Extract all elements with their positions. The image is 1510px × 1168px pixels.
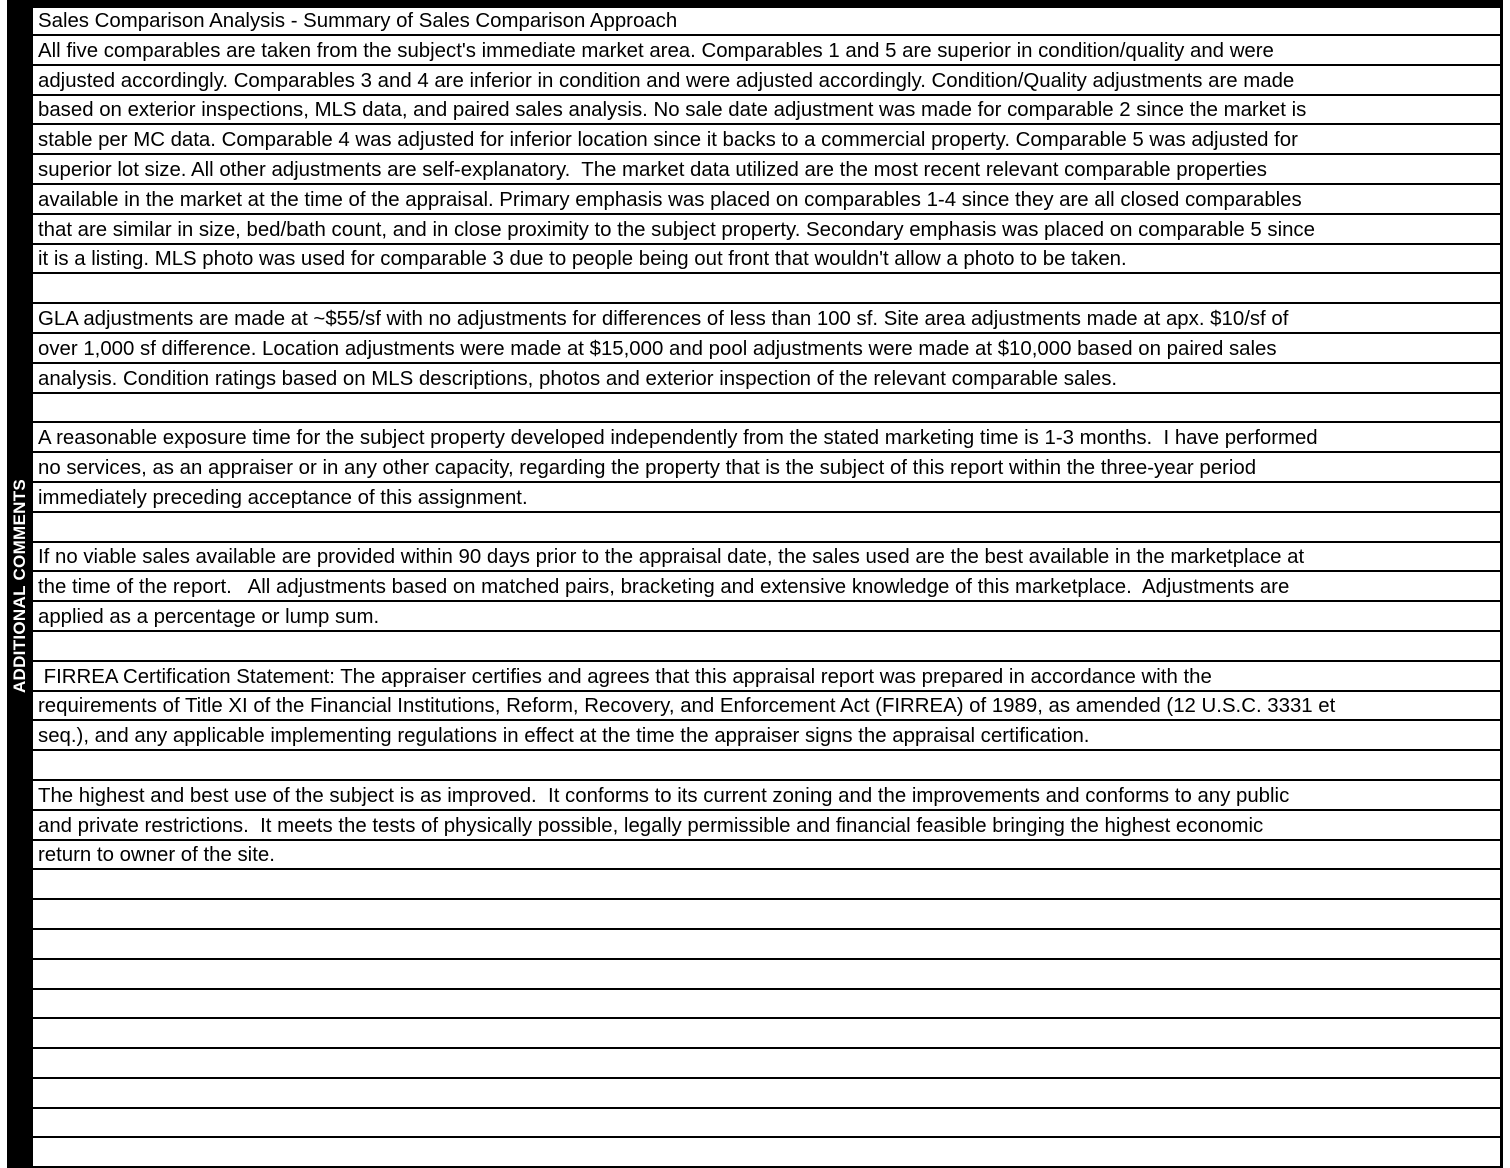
- comment-line[interactable]: [33, 900, 1500, 930]
- comment-line-text: adjusted accordingly. Comparables 3 and 4 are inferior in condition and were adjusted accordingly. Condition/Quality adjustments are made: [38, 69, 1295, 92]
- section-title: ADDITIONAL COMMENTS: [10, 478, 29, 694]
- comment-line-text: applied as a percentage or lump sum.: [38, 605, 380, 628]
- comment-line-text: available in the market at the time of the appraisal. Primary emphasis was placed on comparables 1-4 since they are all closed comparables: [38, 188, 1302, 211]
- comment-line-text: the time of the report. All adjustments based on matched pairs, bracketing and extensive knowledge of this marketplace. Adjustments are: [38, 576, 1290, 599]
- comment-line[interactable]: [33, 960, 1500, 990]
- comment-line[interactable]: [33, 513, 1500, 543]
- comment-line-text: return to owner of the site.: [38, 844, 275, 867]
- comment-line-text: and private restrictions. It meets the tests of physically possible, legally permissible and financial feasible bringing the highest economic: [38, 814, 1264, 837]
- comment-line[interactable]: [33, 751, 1500, 781]
- comment-line-text: superior lot size. All other adjustments are self-explanatory. The market data utilized are the most recent relevant comparable properties: [38, 158, 1267, 181]
- comment-line[interactable]: [33, 721, 1500, 751]
- comment-line[interactable]: [33, 364, 1500, 394]
- comment-line[interactable]: [33, 304, 1500, 334]
- comment-line-text: FIRREA Certification Statement: The appraiser certifies and agrees that this appraisal report was prepared in accordance with the: [38, 665, 1212, 688]
- comment-line-text: based on exterior inspections, MLS data, and paired sales analysis. No sale date adjustment was made for comparable 2 since the market is: [38, 99, 1307, 122]
- comment-line-text: analysis. Condition ratings based on MLS descriptions, photos and exterior inspection of the relevant comparable sales.: [38, 367, 1118, 390]
- comment-line[interactable]: [33, 1019, 1500, 1049]
- comment-line-text: If no viable sales available are provided within 90 days prior to the appraisal date, the sales used are the best available in the marketplace at: [38, 546, 1305, 569]
- comment-line-text: A reasonable exposure time for the subject property developed independently from the stated marketing time is 1-3 months. I have performed: [38, 427, 1318, 450]
- comment-line-text: over 1,000 sf difference. Location adjustments were made at $15,000 and pool adjustments were made at $10,000 based on paired sales: [38, 337, 1277, 360]
- comment-line[interactable]: [33, 334, 1500, 364]
- comment-line[interactable]: [33, 692, 1500, 722]
- comment-line[interactable]: [33, 8, 1500, 36]
- comment-line-text: seq.), and any applicable implementing regulations in effect at the time the appraiser signs the appraisal certification.: [38, 725, 1090, 748]
- comment-line-text: Sales Comparison Analysis - Summary of Sales Comparison Approach: [38, 10, 678, 32]
- comment-line[interactable]: [33, 185, 1500, 215]
- comment-line[interactable]: [33, 1049, 1500, 1079]
- comment-line-text: that are similar in size, bed/bath count, and in close proximity to the subject property. Secondary emphasis was placed on comparable 5 since: [38, 218, 1315, 241]
- comment-line[interactable]: [33, 36, 1500, 66]
- comment-line[interactable]: [33, 870, 1500, 900]
- comment-line[interactable]: [33, 632, 1500, 662]
- comment-line-text: no services, as an appraiser or in any other capacity, regarding the property that is the subject of this report within the three-year period: [38, 456, 1257, 479]
- comments-area: [33, 8, 1500, 1168]
- comment-line[interactable]: [33, 811, 1500, 841]
- comment-line-text: The highest and best use of the subject is as improved. It conforms to its current zoning and the improvements and conforms to any public: [38, 784, 1290, 807]
- comment-lines: [33, 8, 1500, 1168]
- comment-line-text: GLA adjustments are made at ~$55/sf with no adjustments for differences of less than 100 sf. Site area adjustments made at apx. $10/sf of: [38, 307, 1289, 330]
- comments-frame: [7, 0, 1503, 1168]
- comment-line[interactable]: [33, 990, 1500, 1020]
- comment-line[interactable]: [33, 66, 1500, 96]
- comment-line[interactable]: [33, 453, 1500, 483]
- comment-line[interactable]: [33, 394, 1500, 424]
- comment-line[interactable]: [33, 930, 1500, 960]
- comment-line-text: requirements of Title XI of the Financial Institutions, Reform, Recovery, and Enforcement Act (FIRREA) of 1989, as amended (12 U.S.C. 3331 et: [38, 695, 1336, 718]
- comment-line[interactable]: [33, 1138, 1500, 1168]
- comment-line-text: All five comparables are taken from the subject's immediate market area. Comparables 1 and 5 are superior in condition/quality and were: [38, 39, 1274, 62]
- comment-line[interactable]: [33, 841, 1500, 871]
- comment-line[interactable]: [33, 602, 1500, 632]
- comment-line-text: it is a listing. MLS photo was used for comparable 3 due to people being out front that wouldn't allow a photo to be taken.: [38, 248, 1127, 271]
- comment-line[interactable]: [33, 155, 1500, 185]
- comment-line-text: immediately preceding acceptance of this assignment.: [38, 486, 528, 509]
- comment-line[interactable]: [33, 125, 1500, 155]
- comment-line[interactable]: [33, 245, 1500, 275]
- comment-line[interactable]: [33, 96, 1500, 126]
- comment-line[interactable]: [33, 1109, 1500, 1139]
- comment-line[interactable]: [33, 781, 1500, 811]
- comment-line[interactable]: [33, 662, 1500, 692]
- comment-line[interactable]: [33, 483, 1500, 513]
- comment-line[interactable]: [33, 543, 1500, 573]
- comment-line[interactable]: [33, 274, 1500, 304]
- comment-line[interactable]: [33, 423, 1500, 453]
- comment-line-text: stable per MC data. Comparable 4 was adjusted for inferior location since it backs to a commercial property. Comparable 5 was adjusted for: [38, 129, 1298, 152]
- comment-line[interactable]: [33, 215, 1500, 245]
- comment-line[interactable]: [33, 572, 1500, 602]
- comment-line[interactable]: [33, 1079, 1500, 1109]
- section-side-label: [7, 0, 33, 1168]
